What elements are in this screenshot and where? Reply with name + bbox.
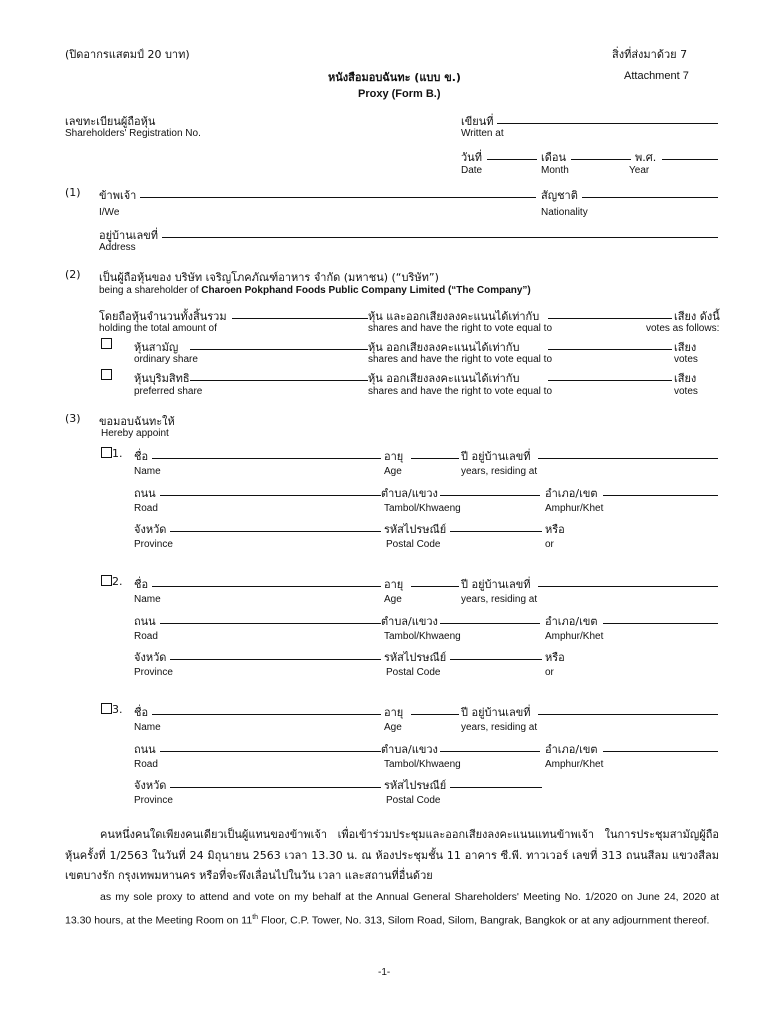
proxy-2-residing-label-th: ปี อยู่บ้านเลขที่ [461, 578, 531, 591]
ordinary-share-mid-th: หุ้น ออกเสียงลงคะแนนได้เท่ากับ [368, 341, 520, 354]
ordinary-share-checkbox[interactable] [101, 338, 112, 349]
month-field[interactable] [571, 159, 631, 160]
total-shares-label-th: โดยถือหุ้นจำนวนทั้งสิ้นรวม [99, 310, 227, 323]
closing-paragraph-en: as my sole proxy to attend and vote on my behalf at the Annual General Shareholders' Meeting No. 1/2020 on June 24, 2020 at 13.30 hours, at the Meeting Room on 11th Floor, C.P. Tower, No. 313, Silom Road, Silom, Bangrak, Bangkok or at any adjournment thereof. [65, 891, 719, 926]
proxy-2-province-label-en: Province [134, 667, 173, 678]
proxy-3-tambol-label-en: Tambol/Khwaeng [384, 759, 461, 770]
proxy-1-road-label-th: ถนน [134, 487, 156, 500]
preferred-share-mid-en: shares and have the right to vote equal to [368, 386, 553, 397]
year-field[interactable] [662, 159, 718, 160]
proxy-2-number: 2. [112, 575, 123, 588]
proxy-3-residing-field[interactable] [538, 714, 718, 715]
nationality-label-th: สัญชาติ [541, 189, 578, 202]
proxy-2-postal-label-en: Postal Code [386, 667, 441, 678]
proxy-1-number: 1. [112, 447, 123, 460]
ordinary-share-end-en: votes [674, 354, 698, 365]
proxy-1-age-field[interactable] [411, 458, 459, 459]
total-shares-mid-th: หุ้น และออกเสียงลงคะแนนได้เท่ากับ [368, 310, 540, 323]
proxy-3-road-label-th: ถนน [134, 743, 156, 756]
proxy-2-name-field[interactable] [152, 586, 381, 587]
proxy-2-tambol-label-en: Tambol/Khwaeng [384, 631, 461, 642]
proxy-1-road-field[interactable] [160, 495, 381, 496]
proxy-2-postal-field[interactable] [450, 659, 542, 660]
proxy-3-province-field[interactable] [170, 787, 381, 788]
proxy-1-tambol-label-th: ตำบล/แขวง [381, 487, 438, 500]
proxy-2-road-field[interactable] [160, 623, 381, 624]
proxy-1-postal-label-en: Postal Code [386, 539, 441, 550]
proxy-2-postal-label-th: รหัสไปรษณีย์ [384, 651, 447, 664]
preferred-share-end-th: เสียง [674, 372, 697, 385]
proxy-1-residing-label-en: years, residing at [461, 466, 538, 477]
proxy-2-or-label-th: หรือ [545, 651, 565, 664]
date-label-en: Date [461, 165, 483, 176]
ordinary-share-mid-en: shares and have the right to vote equal to [368, 354, 553, 365]
total-shares-end-th: เสียง ดังนี้ [674, 310, 720, 323]
proxy-1-name-field[interactable] [152, 458, 381, 459]
registration-label-en: Shareholders' Registration No. [65, 128, 201, 139]
proxy-3-age-label-th: อายุ [384, 706, 404, 719]
preferred-votes-field[interactable] [548, 380, 672, 381]
written-at-label-en: Written at [461, 128, 504, 139]
year-label-en: Year [629, 165, 650, 176]
closing-paragraph-th: คนหนึ่งคนใดเพียงคนเดียวเป็นผู้แทนของข้าพเจ้า เพื่อเข้าร่วมประชุมและออกเสียงลงคะแนนแทนข้าพเจ้า ในการประชุมสามัญผู้ถือหุ้นครั้งที่ 1/2563 ในวันที่ 24 มิถุนายน 2563 เวลา 13.30 น. ณ ห้องประชุมชั้น 11 อาคาร ซี.พี. ทาวเวอร์ เลขที่ 313 ถนนสีลม แขวงสีลม เขตบางรัก กรุงเทพมหานคร หรือที่จะพึงเลื่อนไปในวัน เวลา และสถานที่อื่นด้วย [65, 828, 719, 882]
proxy-1-postal-field[interactable] [450, 531, 542, 532]
preferred-share-field[interactable] [190, 380, 368, 381]
address-field[interactable] [162, 237, 718, 238]
proxy-1-province-label-en: Province [134, 539, 173, 550]
proxy-2-age-label-en: Age [384, 594, 402, 605]
section-1-number: (1) [65, 186, 81, 199]
total-shares-field[interactable] [232, 318, 368, 319]
proxy-3-amphur-field[interactable] [603, 751, 718, 752]
proxy-3-tambol-label-th: ตำบล/แขวง [381, 743, 438, 756]
proxy-1-road-label-en: Road [134, 503, 158, 514]
proxy-2-name-label-en: Name [134, 594, 161, 605]
section-2-number: (2) [65, 268, 81, 281]
ordinary-share-label-en: ordinary share [134, 354, 198, 365]
proxy-1-or-label-th: หรือ [545, 523, 565, 536]
proxy-3-province-label-en: Province [134, 795, 173, 806]
proxy-2-checkbox[interactable] [101, 575, 112, 586]
proxy-3-postal-field[interactable] [450, 787, 542, 788]
attachment-label-en: Attachment 7 [624, 70, 689, 82]
preferred-share-label-th: หุ้นบุริมสิทธิ [134, 372, 190, 385]
proxy-2-amphur-label-th: อำเภอ/เขต [545, 615, 598, 628]
proxy-3-postal-label-th: รหัสไปรษณีย์ [384, 779, 447, 792]
ordinary-share-end-th: เสียง [674, 341, 697, 354]
registration-label-th: เลขทะเบียนผู้ถือหุ้น [65, 115, 156, 128]
proxy-3-checkbox[interactable] [101, 703, 112, 714]
proxy-1-tambol-label-en: Tambol/Khwaeng [384, 503, 461, 514]
date-field[interactable] [487, 159, 537, 160]
nationality-field[interactable] [582, 197, 718, 198]
ordinary-share-label-th: หุ้นสามัญ [134, 341, 179, 354]
proxy-1-name-label-th: ชื่อ [134, 450, 149, 463]
proxy-2-residing-label-en: years, residing at [461, 594, 538, 605]
proxy-3-residing-label-en: years, residing at [461, 722, 538, 733]
proxy-3-road-field[interactable] [160, 751, 381, 752]
proxy-1-tambol-field[interactable] [440, 495, 540, 496]
page-number: -1- [378, 967, 391, 978]
proxy-3-name-label-en: Name [134, 722, 161, 733]
section-3-number: (3) [65, 412, 81, 425]
preferred-share-mid-th: หุ้น ออกเสียงลงคะแนนได้เท่ากับ [368, 372, 520, 385]
proxy-1-amphur-label-en: Amphur/Khet [545, 503, 604, 514]
attachment-label-th: สิ่งที่ส่งมาด้วย 7 [612, 48, 688, 61]
proxy-3-age-field[interactable] [411, 714, 459, 715]
proxy-3-age-label-en: Age [384, 722, 402, 733]
proxy-2-or-label-en: or [545, 667, 554, 678]
written-at-field[interactable] [497, 123, 718, 124]
proxy-3-number: 3. [112, 703, 123, 716]
proxy-1-amphur-field[interactable] [603, 495, 718, 496]
address-label-en: Address [99, 242, 136, 253]
proxy-3-postal-label-en: Postal Code [386, 795, 441, 806]
month-label-en: Month [541, 165, 569, 176]
ordinary-share-field[interactable] [190, 349, 368, 350]
proxy-2-amphur-field[interactable] [603, 623, 718, 624]
proxy-1-age-label-en: Age [384, 466, 402, 477]
proxy-3-road-label-en: Road [134, 759, 158, 770]
written-at-label-th: เขียนที่ [461, 115, 494, 128]
proxy-2-age-label-th: อายุ [384, 578, 404, 591]
iwe-field[interactable] [140, 197, 536, 198]
shareholder-of-th: เป็นผู้ถือหุ้นของ บริษัท เจริญโภคภัณฑ์อาหาร จำกัด (มหาชน) (“บริษัท”) [99, 271, 439, 284]
proxy-2-province-label-th: จังหวัด [134, 651, 167, 664]
appoint-label-th: ขอมอบฉันทะให้ [99, 415, 175, 428]
stamp-duty-note: (ปิดอากรแสตมป์ 20 บาท) [65, 48, 190, 61]
proxy-1-postal-label-th: รหัสไปรษณีย์ [384, 523, 447, 536]
date-label-th: วันที่ [461, 151, 482, 164]
proxy-3-name-label-th: ชื่อ [134, 706, 149, 719]
address-label-th: อยู่บ้านเลขที่ [99, 229, 159, 242]
total-votes-field[interactable] [548, 318, 672, 319]
preferred-share-checkbox[interactable] [101, 369, 112, 380]
preferred-share-label-en: preferred share [134, 386, 203, 397]
iwe-label-th: ข้าพเจ้า [99, 189, 137, 202]
total-shares-label-en: holding the total amount of [99, 323, 217, 334]
appoint-label-en: Hereby appoint [101, 428, 169, 439]
proxy-3-amphur-label-en: Amphur/Khet [545, 759, 604, 770]
proxy-2-age-field[interactable] [411, 586, 459, 587]
proxy-3-amphur-label-th: อำเภอ/เขต [545, 743, 598, 756]
proxy-1-residing-label-th: ปี อยู่บ้านเลขที่ [461, 450, 531, 463]
proxy-1-amphur-label-th: อำเภอ/เขต [545, 487, 598, 500]
form-title-en: Proxy (Form B.) [358, 88, 441, 100]
proxy-1-name-label-en: Name [134, 466, 161, 477]
proxy-2-road-label-en: Road [134, 631, 158, 642]
ordinary-votes-field[interactable] [548, 349, 672, 350]
proxy-2-tambol-field[interactable] [440, 623, 540, 624]
total-shares-end-en: votes as follows: [646, 323, 720, 334]
proxy-2-name-label-th: ชื่อ [134, 578, 149, 591]
proxy-2-tambol-label-th: ตำบล/แขวง [381, 615, 438, 628]
proxy-3-residing-label-th: ปี อยู่บ้านเลขที่ [461, 706, 531, 719]
proxy-1-checkbox[interactable] [101, 447, 112, 458]
proxy-1-residing-field[interactable] [538, 458, 718, 459]
proxy-3-province-label-th: จังหวัด [134, 779, 167, 792]
proxy-2-road-label-th: ถนน [134, 615, 156, 628]
form-title-th: หนังสือมอบฉันทะ (แบบ ข.) [328, 71, 461, 84]
proxy-1-province-label-th: จังหวัด [134, 523, 167, 536]
proxy-2-amphur-label-en: Amphur/Khet [545, 631, 604, 642]
shareholder-of-en: being a shareholder of Charoen Pokphand Foods Public Company Limited (“The Company”) [99, 285, 531, 296]
proxy-1-province-field[interactable] [170, 531, 381, 532]
proxy-2-residing-field[interactable] [538, 586, 718, 587]
preferred-share-end-en: votes [674, 386, 698, 397]
proxy-1-or-label-en: or [545, 539, 554, 550]
total-shares-mid-en: shares and have the right to vote equal to [368, 323, 553, 334]
iwe-label-en: I/We [99, 207, 120, 218]
proxy-1-age-label-th: อายุ [384, 450, 404, 463]
month-label-th: เดือน [541, 151, 567, 164]
year-label-th: พ.ศ. [635, 151, 657, 164]
nationality-label-en: Nationality [541, 207, 588, 218]
proxy-2-province-field[interactable] [170, 659, 381, 660]
proxy-3-name-field[interactable] [152, 714, 381, 715]
proxy-3-tambol-field[interactable] [440, 751, 540, 752]
